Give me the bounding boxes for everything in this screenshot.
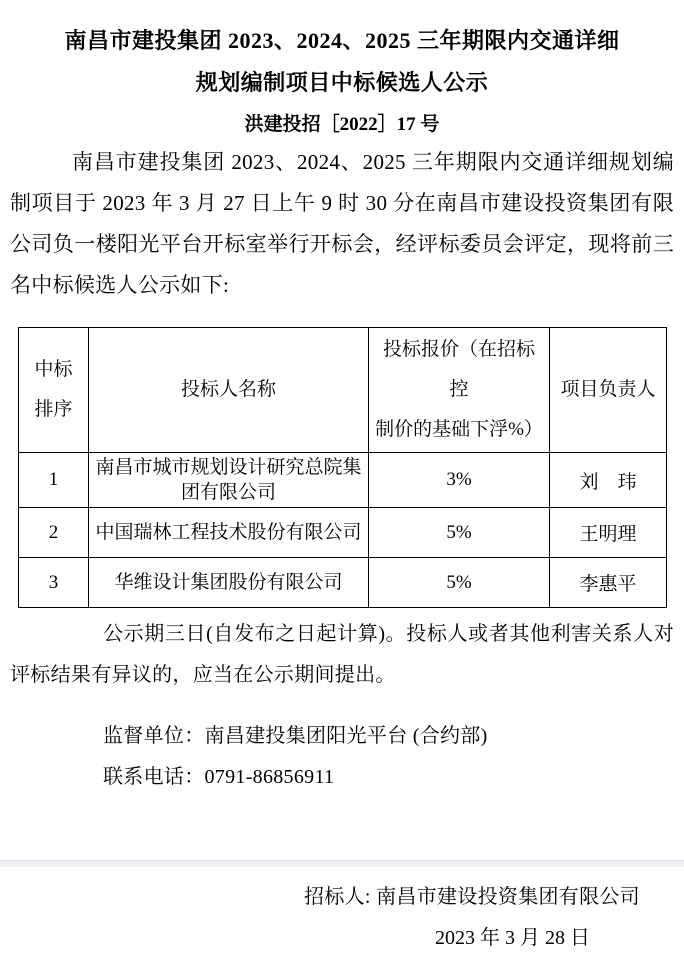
bid-price-cell: 5%	[369, 558, 550, 608]
rank-cell: 2	[19, 508, 89, 558]
table-header-row	[19, 328, 667, 453]
rank-cell: 3	[19, 558, 89, 608]
header-rank-line1: 中标	[34, 359, 73, 380]
intro-paragraph: 南昌市建投集团 2023、2024、2025 三年期限内交通详细规划编制项目于 2023 年 3 月 27 日上午 9 时 30 分在南昌市建设投资集团有限公司负一楼阳光平台开标室举行开标会，经评标委员会评定，现将前三名中标候选人公示如下:	[10, 150, 674, 297]
rank-cell: 1	[19, 453, 89, 508]
date-line: 2023 年 3 月 28 日	[435, 927, 590, 949]
publicity-period-paragraph: 公示期三日(自发布之日起计算)。投标人或者其他利害关系人对评标结果有异议的，应当在公示期间提出。	[10, 623, 674, 686]
bidder-name-cell: 南昌市城市规划设计研究总院集团有限公司	[89, 453, 369, 508]
project-manager-cell: 刘 玮	[550, 453, 667, 508]
header-bidder-name	[89, 328, 369, 453]
header-bid-price	[369, 328, 550, 453]
table-row	[19, 508, 667, 558]
header-rank	[19, 328, 89, 453]
header-project-manager	[550, 328, 667, 453]
contact-phone-line: 联系电话：0791-86856911	[103, 766, 335, 788]
header-bid-price-line2: 制价的基础下浮%）	[375, 419, 543, 440]
document-number: 洪建投招［2022］17 号	[244, 114, 440, 135]
header-bidder-name-line1: 投标人名称	[180, 379, 276, 400]
supervisor-unit-line: 监督单位：南昌建投集团阳光平台 (合约部)	[103, 725, 488, 747]
bidder-name-cell: 中国瑞林工程技术股份有限公司	[89, 508, 369, 558]
page-title-line2: 规划编制项目中标候选人公示	[195, 70, 489, 95]
page-title-line1: 南昌市建投集团 2023、2024、2025 三年期限内交通详细	[64, 28, 620, 53]
table-row	[19, 558, 667, 608]
project-manager-cell: 王明理	[550, 508, 667, 558]
header-bid-price-line1: 投标报价（在招标控	[382, 339, 535, 400]
bid-price-cell: 5%	[369, 508, 550, 558]
project-manager-cell: 李惠平	[550, 558, 667, 608]
bid-price-cell: 3%	[369, 453, 550, 508]
window-bottom-edge	[0, 860, 684, 867]
tenderer-line: 招标人: 南昌市建设投资集团有限公司	[304, 886, 640, 908]
bidder-name-cell: 华维设计集团股份有限公司	[89, 558, 369, 608]
signature-block	[10, 881, 674, 953]
bid-candidates-table	[18, 327, 667, 608]
table-row	[19, 453, 667, 508]
header-project-manager-line1: 项目负责人	[560, 379, 656, 400]
header-rank-line2: 排序	[34, 399, 73, 420]
